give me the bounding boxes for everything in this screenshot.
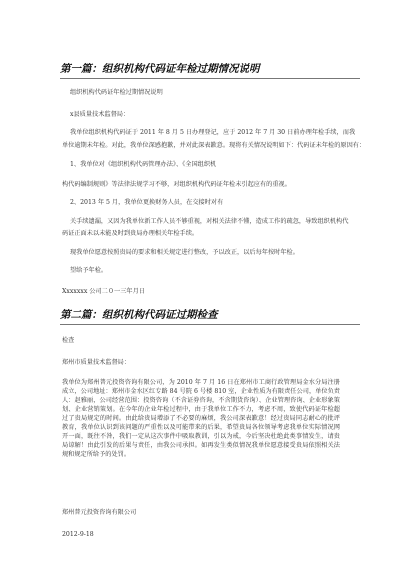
s2-signature: 郑州普元投资咨询有限公司 — [62, 509, 137, 516]
s1-line-1: 组织机构代码证年检过期情况说明 — [70, 89, 163, 96]
s1-line-2: x县质量技术监督局： — [70, 111, 130, 118]
s2-line-1: 检查 — [62, 337, 75, 344]
s1-line-10: 现我单位愿意按照贵局的要求和相关规定进行整改，予以改正，以后每年按时年检。 — [70, 249, 299, 256]
section-2-title: 第二篇：组织机构代码证过期检查 — [60, 306, 360, 325]
section-1-title: 第一篇：组织机构代码证年检过期情况说明 — [60, 60, 360, 79]
s1-line-12: Xxxxxxx 公司二０一三年月日 — [62, 288, 145, 295]
s1-line-11: 望给予年检。 — [70, 267, 108, 274]
s2-date: 2012-9-18 — [62, 531, 94, 538]
s1-line-7: 2、2013 年 5 月，我单位更换财务人员，在交接时对有 — [70, 199, 224, 206]
s1-line-9: 码证正面未以未能及时到贵局办理相关年检手续。 — [62, 230, 199, 237]
s1-line-6: 构代码编制规则》等法律法规学习不够，对组织机构代码证年检未引起应有的重视。 — [62, 181, 291, 188]
s1-line-8: 关手续遗漏，又因为我单位新工作人员不够重视，对相关法律不懂，造成工作的疏忽，导致组织机构代 — [70, 218, 349, 225]
s2-line-2: 郑州市质量技术监督局： — [62, 359, 131, 366]
s1-line-3: 我单位组织机构代码证于 2011 年 8 月 5 日办理登记，应于 2012 年 7 月 30 日前办理年检手续，而我 — [70, 129, 356, 136]
s2-body-paragraph: 我单位为郑州普元投资咨询有限公司，为 2010 年 7 月 16 日在郑州市工商行政管理局金水分局注册成立，公司地址：郑州市金水区红专路 84 号院 6 号楼 810 室，企业性质为有限责任公司，单位负责人：赵雅丽，公司经营范围：投资咨询（不含证券咨询，不含期货咨询）、企业管理咨询、企业形象策划、企业营销策划。在今年的企业年检过程中，由于我单位工作不力，考虑不周，致使代码证年检超过了贵局规定的时间。由此给贵局增添了不必要的麻烦，我公司深表歉意！经过贵局同志耐心的批评教育，我单位认识到该问题的严重性以及可能带来的后果，希望贵局各位领导考虑我单位实际情况网开一面，既往不咎，我们一定从这次事件中吸取教训，引以为戒，今后坚决杜绝此类事情发生，请贵局谅解！由此引发的后果与责任，由我公司承担。如再发生类似情况我单位愿意接受贵局依照相关法规和规定所给予的处罚。 — [62, 379, 340, 458]
s1-line-5: 1、我单位对《组织机构代码管理办法》、《全国组织机 — [70, 161, 217, 168]
s1-line-4: 单位逾期未年检。对此，我单位深感抱歉，并对此深表歉意。现将有关情况说明如下：代码证未年检的原因有： — [62, 142, 366, 149]
